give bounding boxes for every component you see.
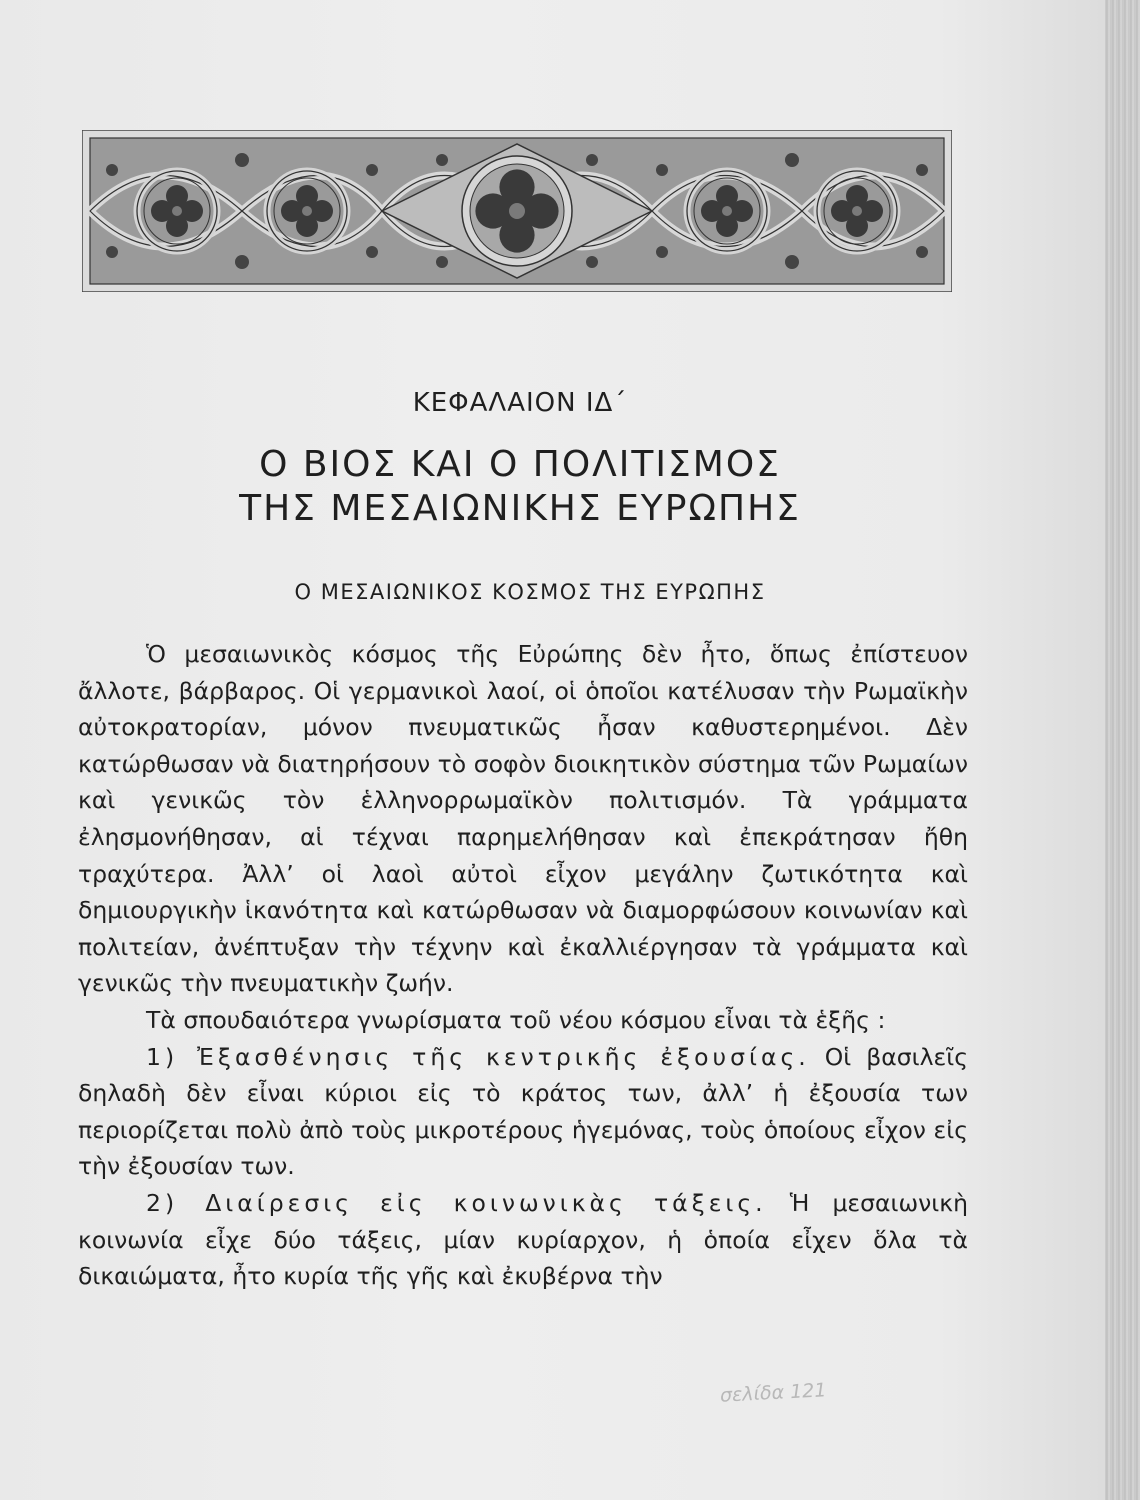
paragraph-4	[78, 1185, 968, 1295]
point-2-heading: 2) Διαίρεσις εἰς κοινωνικὰς τάξεις.	[146, 1188, 767, 1217]
paragraph-1: Ὁ μεσαιωνικὸς κόσμος τῆς Εὐρώπης δὲν ἦτο, ὅπως ἐπίστευον ἄλλοτε, βάρβαρος. Οἱ γερμανικοὶ λαοί, οἱ ὁποῖοι κατέλυσαν τὴν Ρωμαϊκὴν αὐτοκρατορίαν, μόνον πνευματικῶς ἦσαν καθυστερημένοι. Δὲν κατώρθωσαν νὰ διατηρήσουν τὸ σοφὸν διοικητικὸν σύστημα τῶν Ρωμαίων καὶ γενικῶς τὸν ἑλληνορρωμαϊκὸν πολιτισμόν. Τὰ γράμματα ἐλησμονήθησαν, αἱ τέχναι παρημελήθησαν καὶ ἐπεκράτησαν ἤθη τραχύτερα. Ἀλλ’ οἱ λαοὶ αὐτοὶ εἶχον μεγάλην ζωτικότητα καὶ δημιουργικὴν ἱκανότητα καὶ κατώρθωσαν νὰ διαμορφώσουν κοινωνίαν καὶ πολιτείαν, ἀνέπτυξαν τὴν τέχνην καὶ ἐκαλλιέργησαν τὰ γράμματα καὶ γενικῶς τὴν πνευματικὴν ζωήν.	[78, 640, 968, 998]
chapter-title-line-2: ΤΗΣ ΜΕΣΑΙΩΝΙΚΗΣ ΕΥΡΩΠΗΣ	[239, 488, 801, 529]
paragraph-3	[78, 1039, 968, 1185]
chapter-label: ΚΕΦΑΛΑΙΟΝ ΙΔ΄	[412, 388, 628, 418]
point-1-heading: 1) Ἐξασθένησις τῆς κεντρικῆς ἐξουσίας.	[146, 1042, 810, 1071]
chapter-title-line-1: Ο ΒΙΟΣ ΚΑΙ Ο ΠΟΛΙΤΙΣΜΟΣ	[259, 444, 781, 485]
section-heading: Ο ΜΕΣΑΙΩΝΙΚΟΣ ΚΟΣΜΟΣ ΤΗΣ ΕΥΡΩΠΗΣ	[294, 580, 766, 604]
point-1-text: Οἱ βασιλεῖς δηλαδὴ δὲν εἶναι κύριοι εἰς τὸ κράτος των, ἀλλ’ ἡ ἐξουσία των περιορίζεται πολὺ ἀπὸ τοὺς μικροτέρους ἡγεμόνας, τοὺς ὁποίους εἶχον εἰς τὴν ἐξουσίαν των.	[78, 1042, 968, 1181]
ornamental-gothic-banner	[82, 130, 952, 292]
point-2-text: Ἡ μεσαιωνικὴ κοινωνία εἶχε δύο τάξεις, μίαν κυρίαρχον, ἡ ὁποία εἶχεν ὅλα τὰ δικαιώματα, ἦτο κυρία τῆς γῆς καὶ ἐκυβέρνα τὴν	[78, 1188, 968, 1291]
page-stack-edge	[1105, 0, 1140, 1500]
paragraph-2: Τὰ σπουδαιότερα γνωρίσματα τοῦ νέου κόσμου εἶναι τὰ ἑξῆς :	[146, 1005, 886, 1034]
body-text	[78, 636, 968, 1295]
pencil-margin-note: σελίδα 121	[719, 1379, 827, 1407]
